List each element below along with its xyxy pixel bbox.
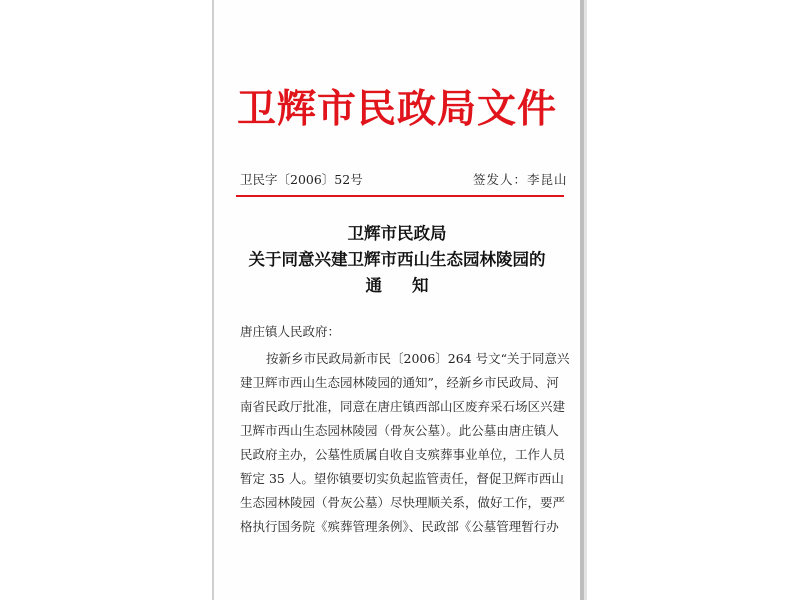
- body-line: 南省民政厅批准，同意在唐庄镇西部山区废弃采石场区兴建: [240, 399, 566, 414]
- body-line: 建卫辉市西山生态园林陵园的通知”，经新乡市民政局、河: [240, 375, 559, 390]
- body-line: 格执行国务院《殡葬管理条例》、民政部《公墓管理暂行办: [240, 519, 559, 534]
- body-line: 卫辉市西山生态园林陵园（骨灰公墓）。此公墓由唐庄镇人: [240, 423, 559, 438]
- title-line-1: 卫辉市民政局: [347, 224, 447, 243]
- body-line: 民政府主办，公墓性质属自收自支殡葬事业单位，工作人员: [240, 447, 566, 462]
- document-number: 卫民字〔2006〕52号: [240, 172, 363, 187]
- title-line-2: 关于同意兴建卫辉市西山生态园林陵园的: [248, 250, 546, 269]
- addressee: 唐庄镇人民政府：: [240, 324, 341, 339]
- red-divider-line: [236, 195, 564, 197]
- title-line-3: 通知: [365, 276, 459, 295]
- document-masthead: 卫辉市民政局文件: [236, 86, 557, 132]
- body-line: 生态园林陵园（骨灰公墓）尽快理顺关系，做好工作，要严: [240, 495, 566, 510]
- signer: 签发人：李昆山: [473, 172, 568, 187]
- page-edge-shadow: [584, 0, 587, 600]
- body-line: 按新乡市民政局新市民〔2006〕264 号文“关于同意兴: [266, 351, 570, 366]
- body-line: 暂定 35 人。望你镇要切实负起监管责任，督促卫辉市西山: [240, 471, 564, 486]
